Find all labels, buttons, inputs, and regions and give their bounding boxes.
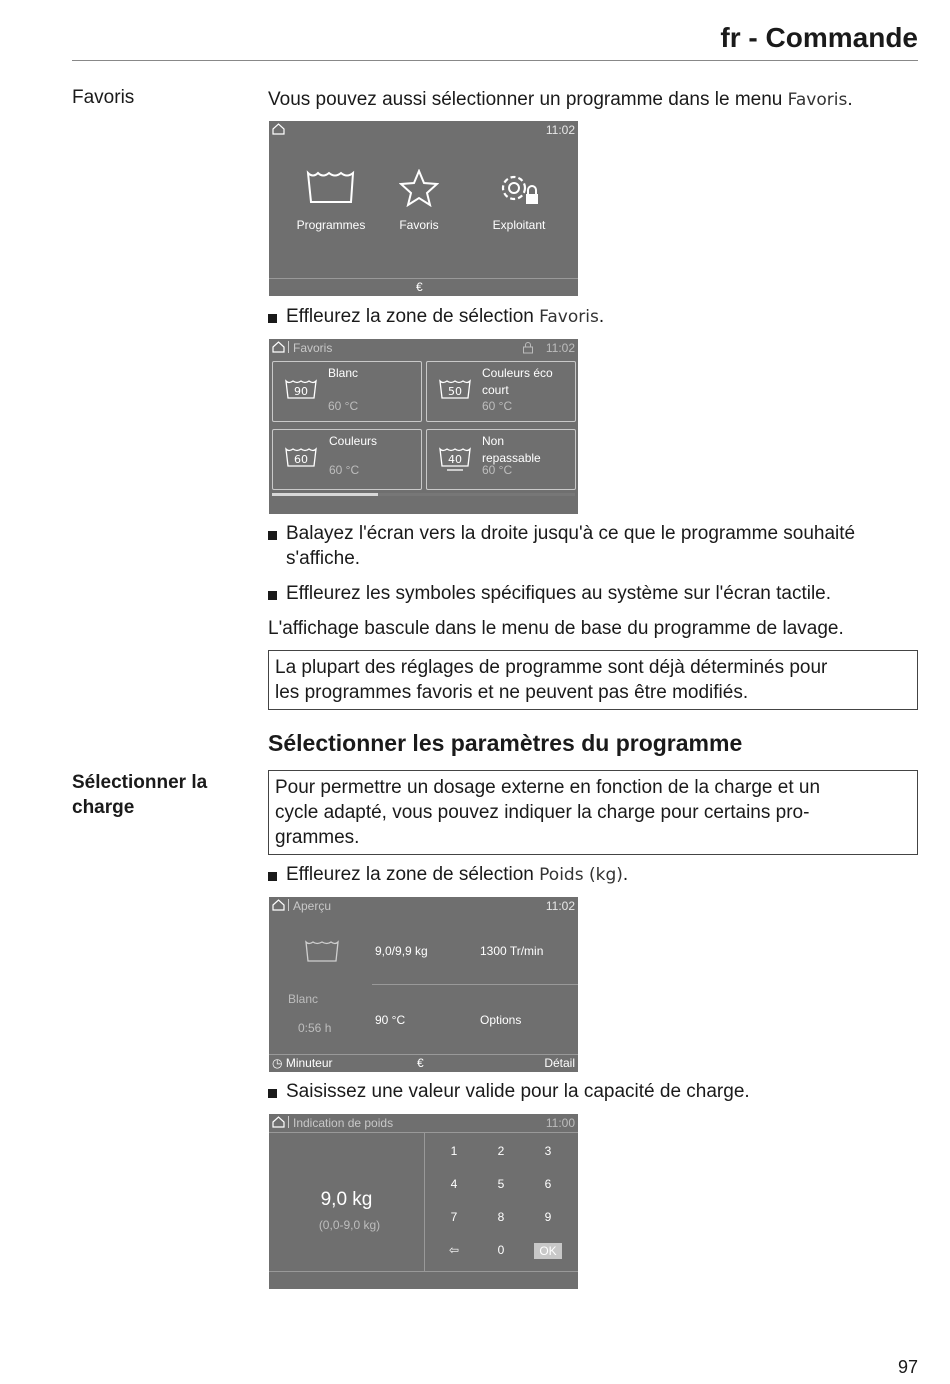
menu-item-label: Favoris (399, 218, 439, 232)
tile-name: Couleurs (329, 434, 378, 448)
backspace-key[interactable]: ⇦ (448, 1243, 460, 1257)
weight-range: (0,0-9,0 kg) (318, 1218, 381, 1232)
clock-time: 11:00 (545, 1116, 575, 1130)
intro-text: Vous pouvez aussi sélectionner un programme dans le menu (268, 89, 788, 110)
menu-item-label: Programmes (296, 218, 366, 232)
side-label-charge (72, 770, 207, 820)
section-title: Sélectionner les paramètres du programme (268, 730, 743, 756)
title-separator (288, 1116, 289, 1128)
step-enter-weight: Saisissez une valeur valide pour la capacité de charge. (268, 1079, 918, 1104)
program-name: Blanc (288, 992, 319, 1006)
title-separator (288, 899, 289, 911)
star-icon (399, 169, 439, 207)
clock-time: 11:02 (545, 123, 575, 137)
coin-icon: € (417, 1056, 424, 1070)
clock-time: 11:02 (545, 899, 575, 913)
svg-text:50: 50 (448, 385, 462, 398)
home-icon[interactable] (272, 123, 285, 135)
clock-time: 11:02 (545, 341, 575, 355)
step-tap-symbols: Effleurez les symboles spécifiques au système sur l'écran tactile. (268, 581, 918, 606)
step-term: Poids (kg) (539, 865, 623, 885)
keypad-key-3[interactable]: 3 (544, 1144, 552, 1158)
note-line: La plupart des réglages de programme sont déjà déterminés pour (275, 657, 828, 678)
screen-favoris (269, 339, 578, 514)
tile-name: Couleurs éco court (482, 366, 553, 397)
menu-item-favoris[interactable] (384, 169, 454, 232)
home-icon[interactable] (272, 899, 285, 911)
clock-icon: ◷ (272, 1056, 283, 1070)
screen-title: Indication de poids (293, 1116, 394, 1130)
screen-footer-divider (269, 278, 578, 279)
keypad-key-9[interactable]: 9 (544, 1210, 552, 1224)
page-header-title: fr - Commande (720, 22, 918, 53)
menu-item-exploitant[interactable] (479, 169, 559, 232)
favorite-tile-blanc[interactable] (272, 361, 422, 422)
spin-speed-field[interactable]: 1300 Tr/min (480, 944, 544, 958)
favorite-tile-couleurs[interactable] (272, 429, 422, 490)
step-swipe (268, 521, 918, 571)
step-end: . (622, 864, 629, 885)
menu-item-programmes[interactable] (291, 169, 371, 232)
header-divider (72, 60, 918, 61)
wash-90-icon (285, 378, 317, 400)
tile-temp: 60 °C (329, 463, 360, 477)
side-label-favoris: Favoris (72, 87, 135, 108)
note-line: grammes. (275, 827, 360, 848)
tile-temp: 60 °C (328, 399, 359, 413)
home-icon[interactable] (272, 341, 285, 353)
favorite-tile-couleurs-eco[interactable] (426, 361, 576, 422)
keypad-key-7[interactable]: 7 (450, 1210, 458, 1224)
screen-main-menu (269, 121, 578, 296)
field-divider (372, 984, 578, 985)
timer-button[interactable] (272, 1056, 333, 1070)
keypad-key-4[interactable]: 4 (450, 1177, 458, 1191)
screen-title: Favoris (293, 341, 333, 355)
keypad-key-0[interactable]: 0 (497, 1243, 505, 1257)
step-end: . (598, 306, 605, 327)
tub-icon (305, 939, 339, 963)
temperature-field[interactable]: 90 °C (375, 1013, 406, 1027)
note-favorites (268, 650, 918, 710)
screen-weight-entry (269, 1114, 578, 1289)
note-load (268, 770, 918, 855)
note-line: Pour permettre un dosage externe en fonction de la charge et un (275, 777, 821, 798)
screen-footer-divider (269, 1271, 578, 1272)
intro-term: Favoris (787, 90, 848, 110)
menu-item-label: Exploitant (492, 218, 546, 232)
tile-temp: 60 °C (482, 399, 513, 413)
ok-button[interactable]: OK (534, 1243, 562, 1259)
screen-apercu (269, 897, 578, 1072)
svg-text:90: 90 (294, 385, 308, 398)
wash-50-icon (439, 378, 471, 400)
keypad-key-5[interactable]: 5 (497, 1177, 505, 1191)
tile-name: Blanc (328, 366, 359, 380)
keypad-divider (424, 1132, 425, 1271)
screen-title: Aperçu (293, 899, 332, 913)
intro-paragraph (268, 87, 853, 113)
tile-temp: 60 °C (482, 463, 513, 477)
coin-icon: € (416, 280, 423, 294)
svg-text:60: 60 (294, 453, 308, 466)
step-term: Favoris (539, 307, 599, 327)
step-text: Effleurez la zone de sélection (286, 864, 540, 885)
scroll-thumb[interactable] (272, 493, 378, 496)
detail-button[interactable]: Détail (544, 1056, 575, 1070)
step-tap-favoris (268, 304, 918, 330)
weight-field[interactable]: 9,0/9,9 kg (375, 944, 428, 958)
keypad-key-1[interactable]: 1 (450, 1144, 458, 1158)
note-line: les programmes favoris et ne peuvent pas être modifiés. (275, 682, 749, 703)
timer-label: Minuteur (285, 1056, 333, 1070)
step-line: s'affiche. (286, 548, 361, 569)
screen-footer-divider (269, 1054, 578, 1055)
svg-text:40: 40 (448, 453, 462, 466)
favorite-tile-non-repassable[interactable] (426, 429, 576, 490)
keypad-key-8[interactable]: 8 (497, 1210, 505, 1224)
keypad-key-6[interactable]: 6 (544, 1177, 552, 1191)
wash-60-icon (285, 446, 317, 468)
scroll-track[interactable] (272, 493, 575, 496)
step-tap-weight (268, 862, 918, 888)
side-label-line: Sélectionner la (72, 772, 208, 793)
note-line: cycle adapté, vous pouvez indiquer la charge pour certains pro- (275, 802, 810, 823)
result-text: L'affichage bascule dans le menu de base du programme de lavage. (268, 618, 844, 639)
tile-name: Non repassable (482, 434, 541, 465)
step-line: Balayez l'écran vers la droite jusqu'à ce que le programme souhaité (286, 523, 856, 544)
gear-lock-icon (492, 169, 546, 209)
keypad-key-2[interactable]: 2 (497, 1144, 505, 1158)
page-number: 97 (897, 1357, 918, 1377)
wash-40-icon (439, 446, 471, 472)
title-separator (288, 341, 289, 353)
tub-icon (305, 169, 357, 205)
intro-end: . (847, 89, 853, 110)
weight-value: 9,0 kg (320, 1189, 373, 1210)
options-field[interactable]: Options (480, 1013, 522, 1027)
home-icon[interactable] (272, 1116, 285, 1128)
step-text: Effleurez la zone de sélection (286, 306, 540, 327)
lock-icon (522, 341, 534, 354)
program-duration: 0:56 h (298, 1021, 332, 1035)
side-label-line: charge (72, 797, 135, 818)
